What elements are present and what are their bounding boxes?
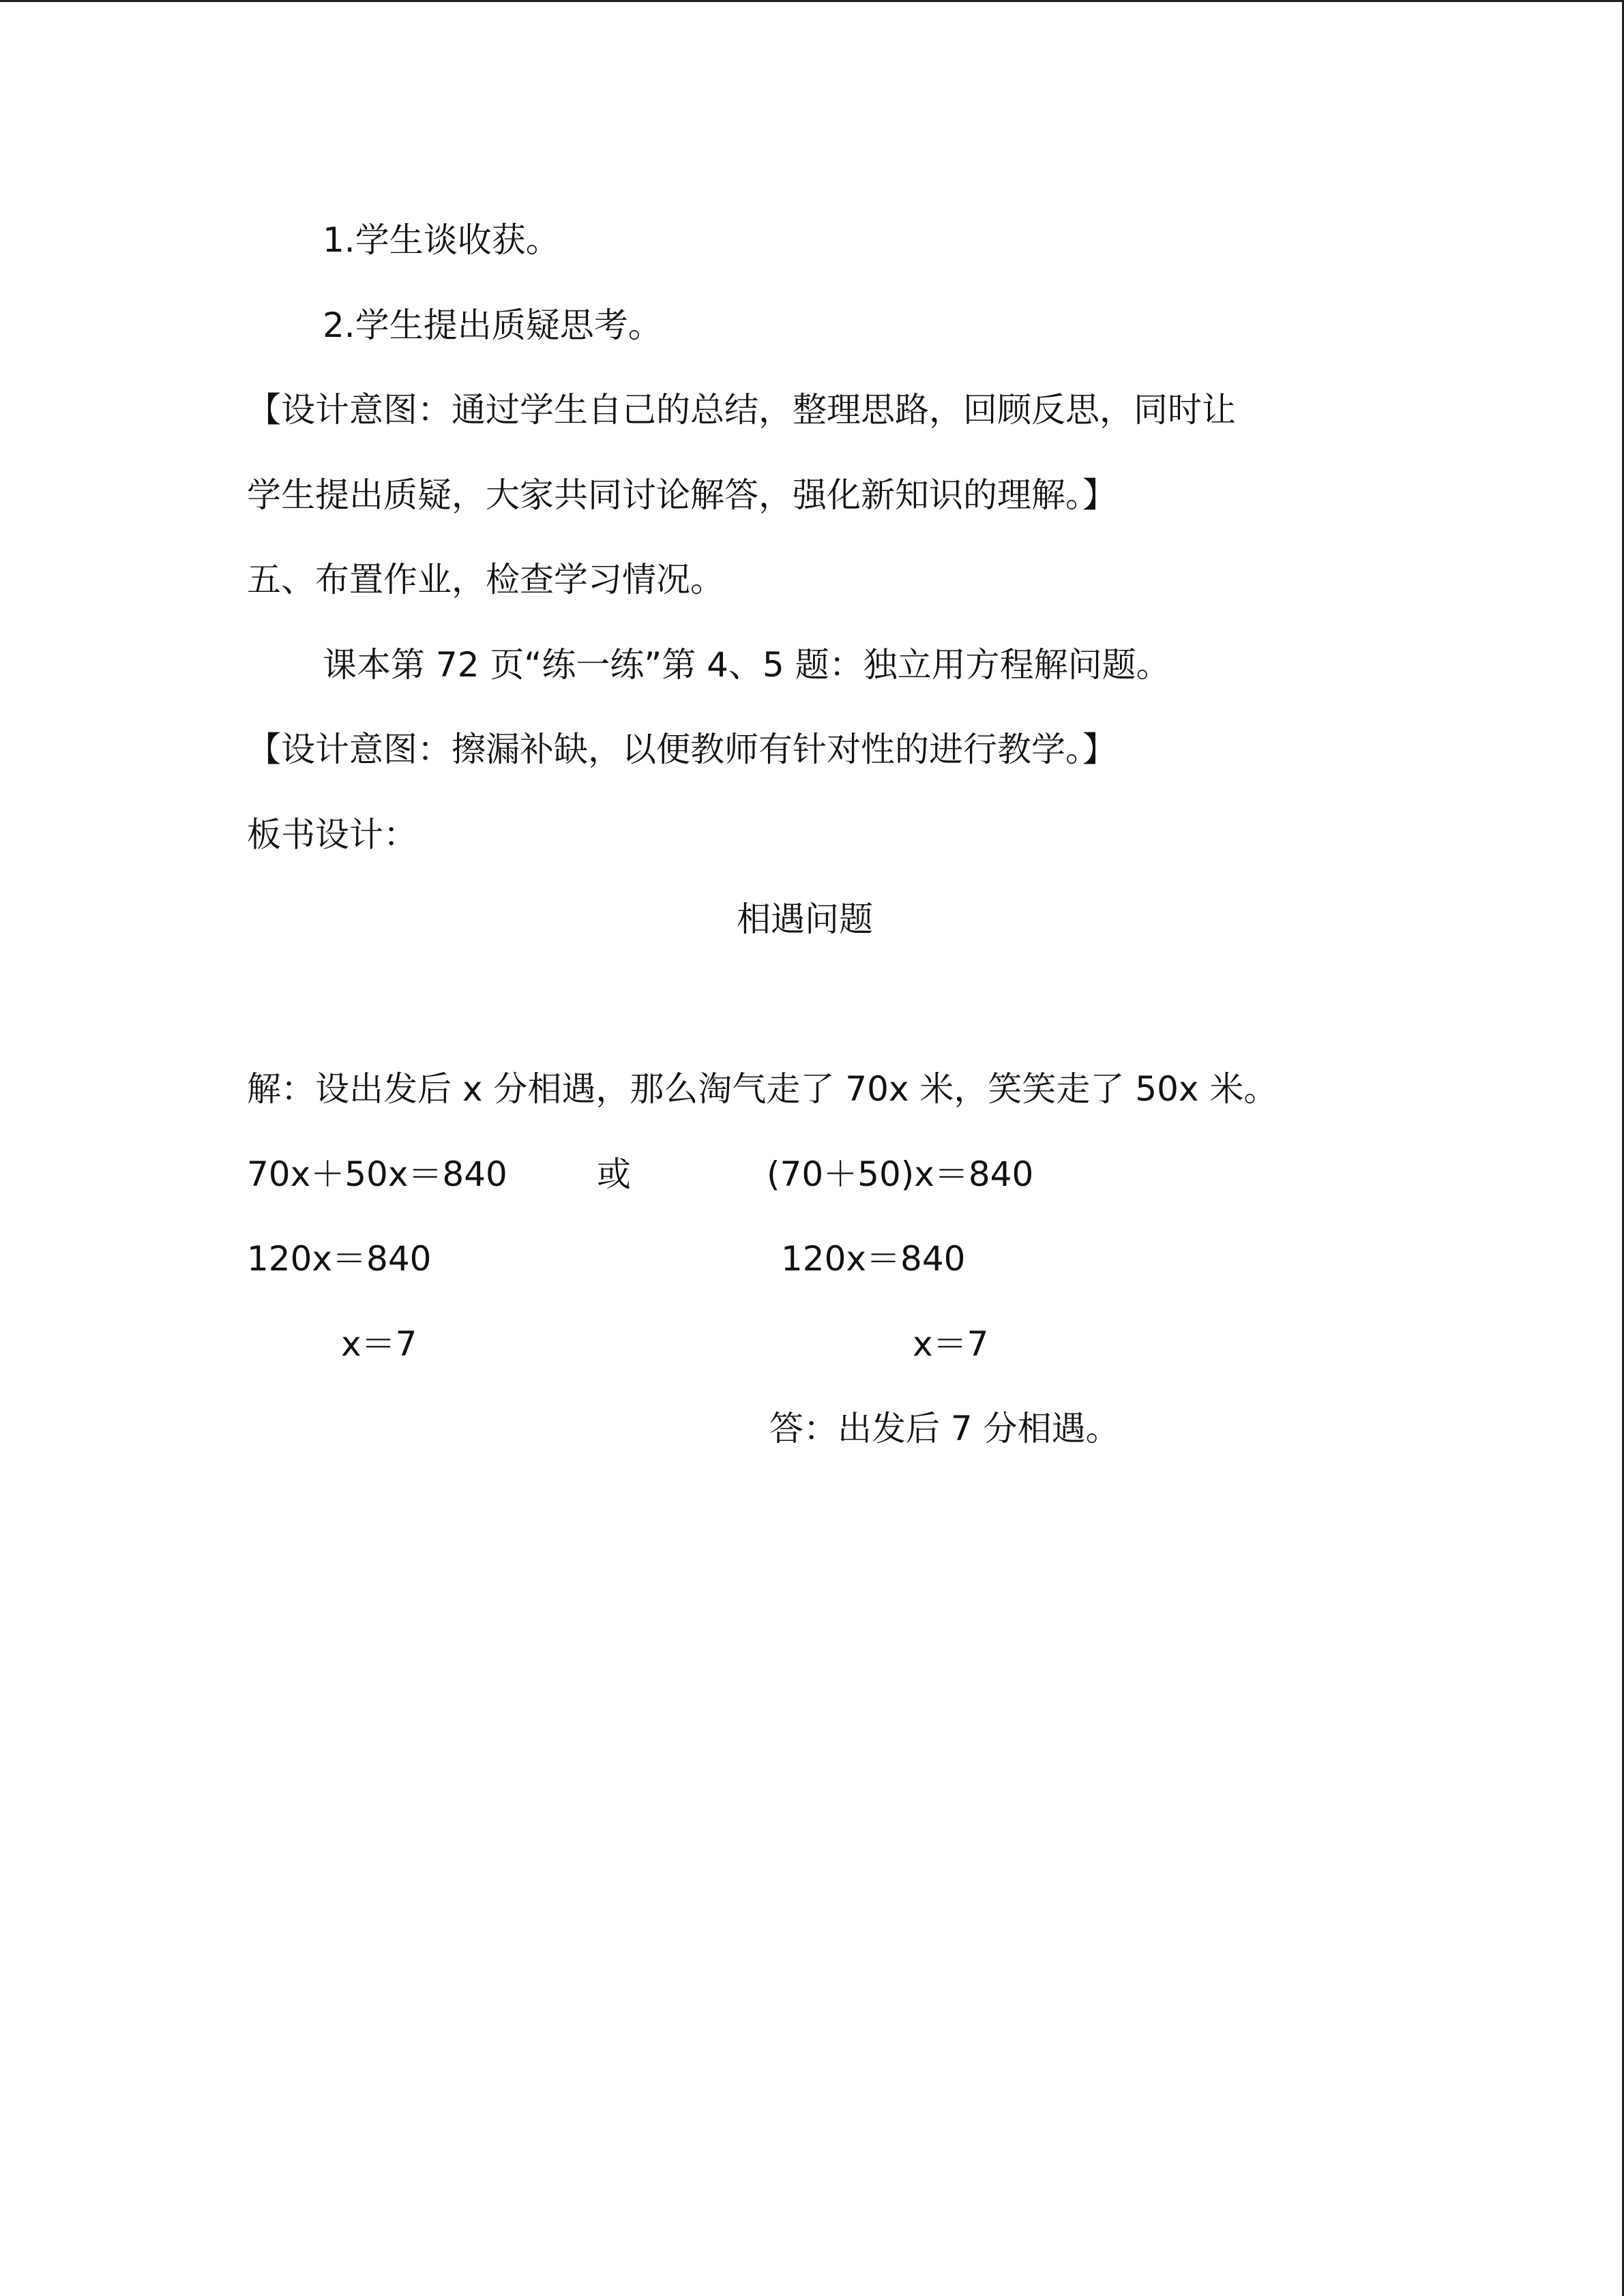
equation-right-2: 120x＝840	[781, 1239, 966, 1279]
design-intent-1-line-1: 【设计意图：通过学生自己的总结，整理思路，回顾反思，同时让	[247, 390, 1236, 430]
equation-left-2: 120x＝840	[247, 1239, 432, 1279]
design-intent-2: 【设计意图：擦漏补缺，以便教师有针对性的进行教学。】	[247, 730, 1117, 769]
equation-right-3: x＝7	[913, 1324, 989, 1364]
answer: 答：出发后 7 分相遇。	[769, 1409, 1120, 1448]
section-5-heading: 五、布置作业，检查学习情况。	[247, 560, 724, 599]
homework-assignment: 课本第 72 页“练一练”第 4、5 题：独立用方程解问题。	[323, 645, 1170, 685]
equation-left-1: 70x＋50x＝840	[247, 1154, 507, 1194]
page-top-border	[0, 0, 1624, 2]
equation-right-1: (70＋50)x＝840	[767, 1154, 1034, 1194]
summary-item-1: 1.学生谈收获。	[323, 220, 560, 260]
board-title: 相遇问题	[737, 899, 873, 939]
equation-or: 或	[597, 1154, 631, 1194]
equation-left-3: x＝7	[341, 1324, 417, 1364]
board-design-label: 板书设计：	[247, 815, 417, 854]
design-intent-1-line-2: 学生提出质疑，大家共同讨论解答，强化新知识的理解。】	[247, 475, 1117, 515]
solution-setup: 解：设出发后 x 分相遇，那么淘气走了 70x 米，笑笑走了 50x 米。	[247, 1069, 1278, 1109]
summary-item-2: 2.学生提出质疑思考。	[323, 305, 662, 345]
